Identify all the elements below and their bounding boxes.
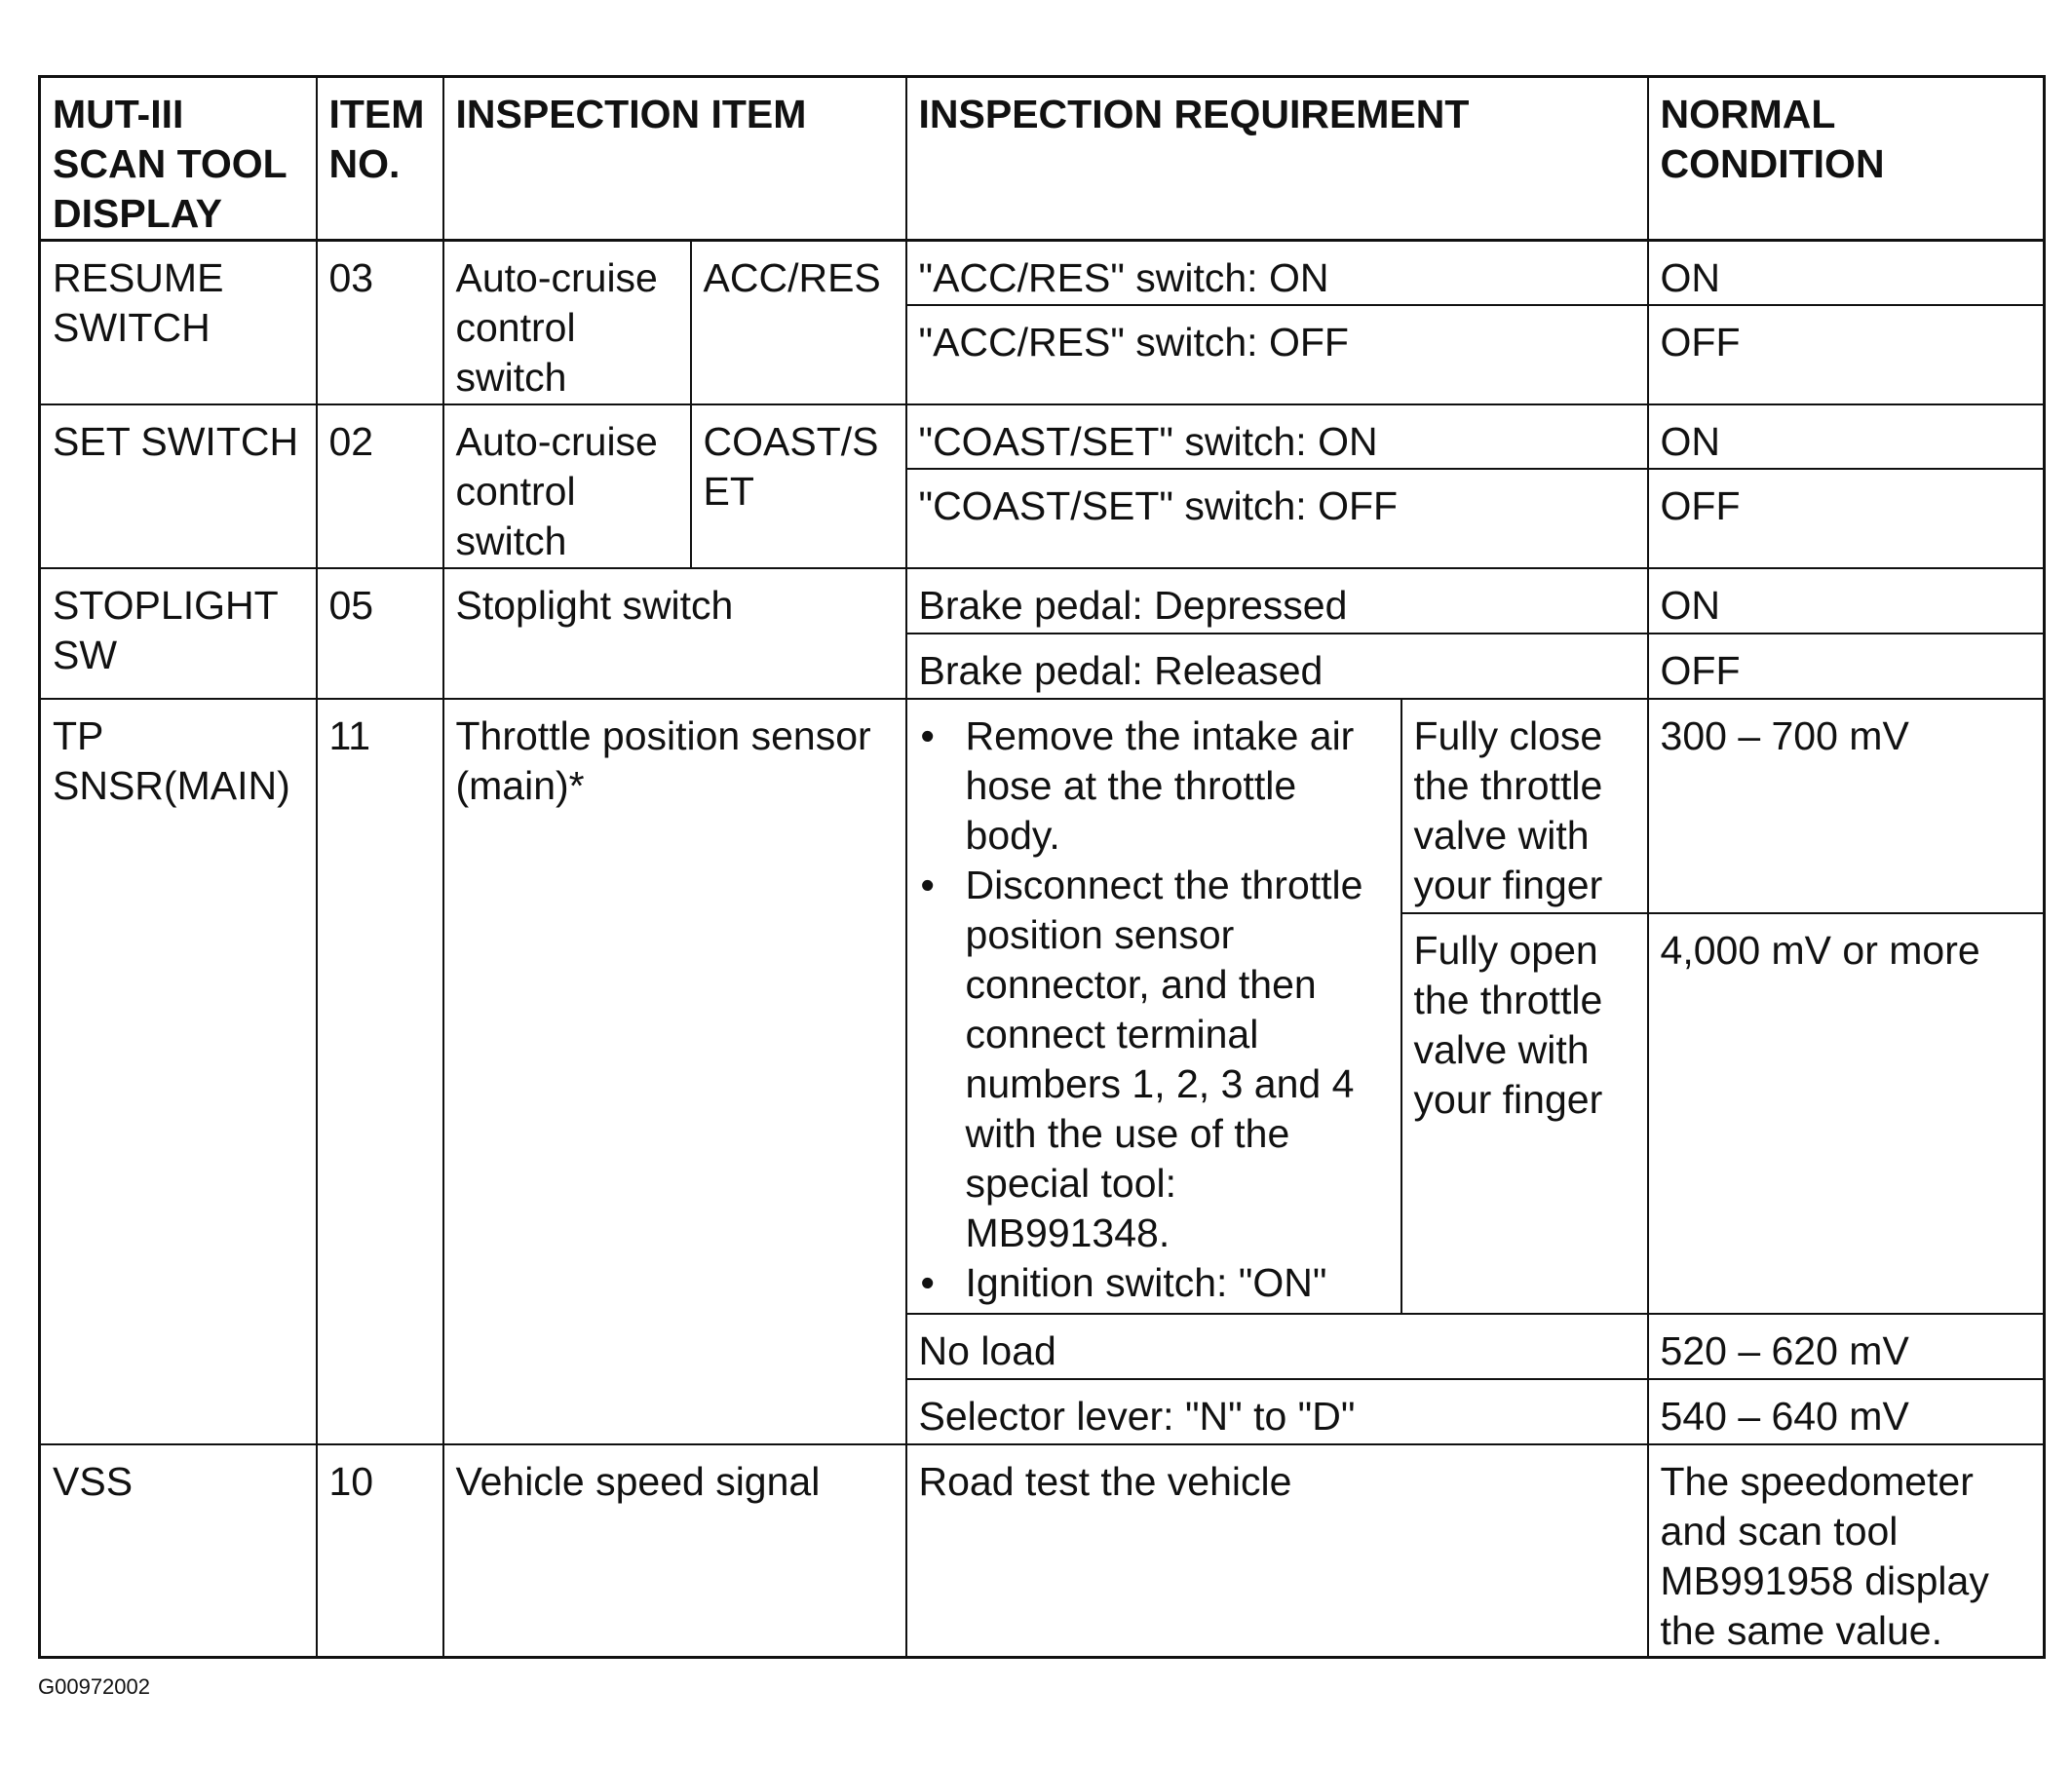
cell-normal: 4,000 mV or more (1648, 913, 2045, 1314)
cell-display: STOPLIGHT SW (40, 568, 317, 699)
cell-inspection-item: Stoplight switch (443, 568, 906, 699)
cell-item-no: 11 (317, 699, 443, 1444)
cell-requirement: Brake pedal: Released (906, 634, 1648, 699)
cell-requirement: "ACC/RES" switch: ON (906, 241, 1648, 305)
cell-requirement: Road test the vehicle (906, 1444, 1648, 1658)
cell-item-no: 03 (317, 241, 443, 404)
cell-inspection-item: Vehicle speed signal (443, 1444, 906, 1658)
table-row (40, 1444, 2045, 1658)
cell-normal: 540 – 640 mV (1648, 1379, 2045, 1444)
cell-normal: ON (1648, 568, 2045, 634)
table-row (40, 568, 2045, 634)
header-item-no: ITEM NO. (317, 77, 443, 241)
cell-inspection-subitem: COAST/SET (691, 404, 906, 568)
cell-item-no: 02 (317, 404, 443, 568)
cell-normal: ON (1648, 404, 2045, 469)
cell-display: TP SNSR(MAIN) (40, 699, 317, 1444)
cell-display: RESUME SWITCH (40, 241, 317, 404)
cell-normal: OFF (1648, 469, 2045, 568)
cell-normal: The speedometer and scan tool MB991958 display the same value. (1648, 1444, 2045, 1658)
cell-requirement-steps (906, 699, 1401, 1314)
cell-requirement: Brake pedal: Depressed (906, 568, 1648, 634)
header-inspection-requirement: INSPECTION REQUIREMENT (906, 77, 1648, 241)
cell-normal: 520 – 620 mV (1648, 1314, 2045, 1379)
header-row (40, 77, 2045, 241)
cell-condition: Fully open the throttle valve with your finger (1401, 913, 1648, 1314)
cell-display: SET SWITCH (40, 404, 317, 568)
table-row (40, 699, 2045, 913)
table-row (40, 404, 2045, 469)
cell-normal: OFF (1648, 305, 2045, 404)
requirement-steps-list (907, 711, 1389, 1308)
cell-inspection-item: Auto-cruise control switch (443, 404, 691, 568)
inspection-table (38, 75, 2046, 1659)
cell-inspection-item: Auto-cruise control switch (443, 241, 691, 404)
header-display: MUT-III SCAN TOOL DISPLAY (40, 77, 317, 241)
cell-normal: OFF (1648, 634, 2045, 699)
cell-display: VSS (40, 1444, 317, 1658)
cell-condition: Fully close the throttle valve with your finger (1401, 699, 1648, 913)
list-item: • Disconnect the throttle position sensor connector, and then connect terminal numbers 1, 2, 3 and 4 with the use of the special tool: MB991348. (907, 861, 1389, 1258)
cell-normal: 300 – 700 mV (1648, 699, 2045, 913)
cell-requirement: "ACC/RES" switch: OFF (906, 305, 1648, 404)
figure-code: G00972002 (38, 1674, 150, 1699)
table-row (40, 241, 2045, 305)
cell-requirement: Selector lever: "N" to "D" (906, 1379, 1648, 1444)
list-item: • Ignition switch: "ON" (907, 1258, 1389, 1308)
cell-requirement: No load (906, 1314, 1648, 1379)
list-item: • Remove the intake air hose at the throttle body. (907, 711, 1389, 861)
cell-requirement: "COAST/SET" switch: ON (906, 404, 1648, 469)
cell-item-no: 05 (317, 568, 443, 699)
cell-inspection-subitem: ACC/RES (691, 241, 906, 404)
cell-item-no: 10 (317, 1444, 443, 1658)
cell-inspection-item: Throttle position sensor (main)* (443, 699, 906, 1444)
header-normal-condition: NORMAL CONDITION (1648, 77, 2045, 241)
cell-normal: ON (1648, 241, 2045, 305)
cell-requirement: "COAST/SET" switch: OFF (906, 469, 1648, 568)
header-inspection-item: INSPECTION ITEM (443, 77, 906, 241)
